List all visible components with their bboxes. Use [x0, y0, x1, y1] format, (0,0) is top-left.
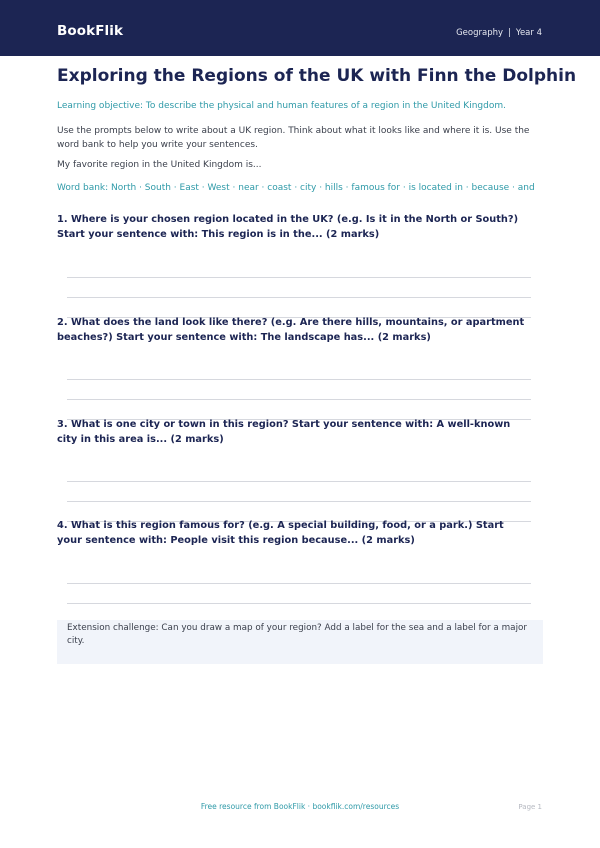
page-title: Exploring the Regions of the UK with Finn the Dolphin: [57, 66, 577, 86]
answer-line[interactable]: [67, 399, 531, 400]
brand-logo[interactable]: BookFlik: [57, 23, 124, 39]
footer-link[interactable]: Free resource from BookFlik · bookflik.com/resources: [200, 802, 400, 811]
meta-separator: |: [508, 28, 511, 38]
question-1: 1. Where is your chosen region located in the UK? (e.g. Is it in the North or South?) Start your sentence with: This region is in the... (2 marks): [57, 214, 519, 240]
subject-label: Geography: [456, 28, 504, 38]
answer-line[interactable]: [67, 583, 531, 584]
instructions: Use the prompts below to write about a UK region. Think about what it looks like and where it is. Use the word bank to help you write your sentences.: [57, 126, 530, 150]
header-bar: [0, 0, 600, 56]
answer-line[interactable]: [67, 501, 531, 502]
question-4: 4. What is this region famous for? (e.g. A special building, food, or a park.) Start your sentence with: People visit this region because... (2 marks): [57, 520, 504, 546]
extension-text: Extension challenge: Can you draw a map of your region? Add a label for the sea and a label for a major city.: [67, 623, 528, 646]
answer-line[interactable]: [67, 277, 531, 278]
header-meta: [456, 28, 542, 38]
question-3: 3. What is one city or town in this region? Start your sentence with: A well-known city in this area is... (2 marks): [57, 419, 511, 445]
answer-line[interactable]: [67, 481, 531, 482]
answer-line[interactable]: [67, 297, 531, 298]
answer-line[interactable]: [67, 379, 531, 380]
sentence-starter: My favorite region in the United Kingdom is...: [57, 160, 262, 170]
learning-objective: Learning objective: To describe the physical and human features of a region in the United Kingdom.: [57, 101, 506, 111]
answer-line[interactable]: [67, 603, 531, 604]
year-label: Year 4: [515, 28, 542, 38]
word-bank: Word bank: North · South · East · West · near · coast · city · hills · famous for · is located in · because · and: [57, 183, 535, 193]
extension-box: [57, 620, 543, 664]
question-2: 2. What does the land look like there? (e.g. Are there hills, mountains, or apartment beaches?) Start your sentence with: The landscape has... (2 marks): [57, 317, 525, 343]
page-number: Page 1: [518, 803, 542, 811]
